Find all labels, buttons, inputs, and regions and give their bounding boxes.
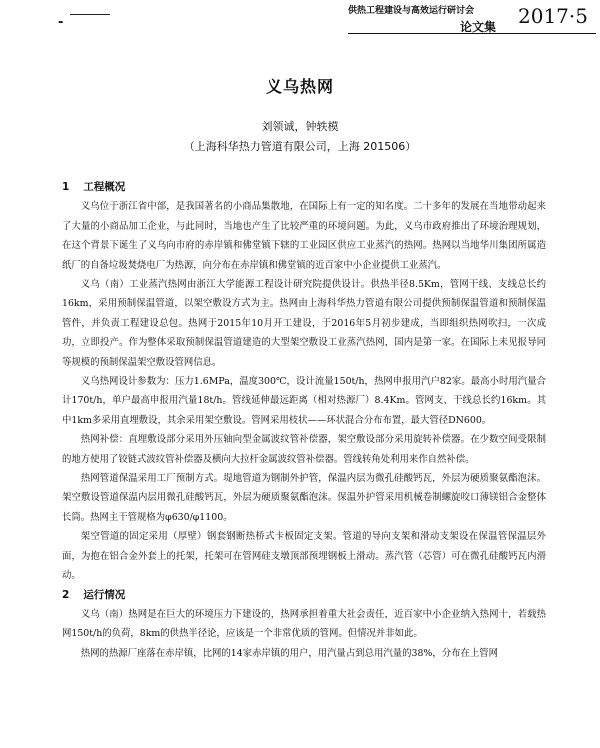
paragraph: 热网管道保温采用工厂预制方式。堤地管道为钢制外护管，保温内层为微孔硅酸钙瓦，外层为硬质聚氨酯泡沫。架空敷设管道保温内层用微孔硅酸钙瓦，外层为硬质聚氨酯泡沫。保温外护管采用机械卷制螺旋咬口薄镁铝合金整体长筒。热网主干管规格为φ630/φ1100。 (62, 473, 546, 523)
section-title: 运行情况 (83, 588, 126, 601)
section-title: 工程概况 (83, 181, 126, 193)
header-rule (348, 33, 596, 34)
paper-title: 义乌热网 (265, 77, 334, 96)
paper-authors: 刘领诚，钟轶模 (261, 120, 339, 133)
section-overview (62, 178, 546, 586)
section-heading (62, 586, 546, 605)
header-left-rule (70, 14, 110, 15)
section-number: 1 (62, 181, 70, 193)
section-label: 论文集 (460, 20, 497, 34)
section-heading (62, 178, 546, 197)
paragraph: 义乌位于浙江省中部，是我国著名的小商品集散地，在国际上有一定的知名度。二十多年的发展在当地带动起来了大量的小商品加工企业，与此同时，当地也产生了比较严重的环境问题。为此，义乌市政府推出了环境治理规划，在这个背景下诞生了义乌向市府的赤岸镇和佛堂镇下辖的工业园区供应工业蒸汽的热网。热网以当地华川集团所属造纸厂的自备垃圾焚烧电厂为热源，向分布在赤岸镇和佛堂镇的近百家中小企业提供工业蒸汽。 (62, 201, 546, 271)
paragraph: 义乌（南）热网是在巨大的环境压力下建设的，热网承担着重大社会责任，近百家中小企业纳入热网十，若载热网150t/h的负荷，8km的供热半径论，应该是一个非常优质的管网。但情况并非如此。 (62, 608, 546, 640)
running-header (48, 0, 600, 34)
section-number: 2 (62, 588, 70, 601)
section-operation (62, 586, 546, 664)
paragraph: 义乌（南）工业蒸汽热网由浙江大学能源工程设计研究院提供设计。供热半径8.5Km，管网干线、支线总长约16km，采用预制保温管道，以架空敷设方式为主。热网由上海科华热力管道有限公司提供预制保温管道和预制保温管件，并负责工程建设总包。热网于2015年10月开工建设，于2016年5月初步建成，当即组织热网吹扫，一次成功，立即投产。作为整体采取预制保温管道建造的大型架空敷设工业蒸汽热网，国内是第一家。在国际上未见报导同等规模的预制保温架空敷设管网信息。 (62, 279, 546, 368)
conference-name: 供热工程建设与高效运行研讨会 (348, 6, 475, 16)
paragraph: 热网补偿：直埋敷设部分采用外压轴向型金属波纹管补偿器，架空敷设部分采用旋转补偿器。在少数空间受限制的地方使用了铰链式波纹管补偿器及横向大拉杆金属波纹管补偿器。管线转角处利用来作自然补偿。 (62, 434, 546, 465)
header-dash: - (58, 15, 64, 30)
paragraph: 热网的热源厂座落在赤岸镇，比网的14家赤岸镇的用户，用汽量占到总用汽量的38%，分布在上管网 (80, 647, 498, 659)
paper-affiliation: （上海科华热力管道有限公司，上海 201506） (183, 140, 417, 153)
paragraph: 义乌热网设计参数为：压力1.6MPa，温度300℃，设计流量150t/h，热网申报用汽户82家。最高小时用汽量合计170t/h，单户最高申报用汽量18t/h。管线延伸最远距离（相对热源厂）8.4Km。管网支、干线总长约16km。其中1km多采用直埋敷设，其余采用架空敷设。管网采用枝状——环状混合分布布置，最大管径DN600。 (62, 376, 546, 426)
paragraph: 架空管道的固定采用（厚壁）钢套钢断热桥式卡板固定支架。管道的导向支架和滑动支架设在保温管保温层外面，为抱在铝合金外套上的托架，托架可在管网硅支墩顶部预埋钢板上滑动。蒸汽管（芯管）可在微孔硅酸钙瓦内滑动。 (62, 531, 546, 582)
paper-body (62, 178, 546, 663)
issue-year: 2017·5 (518, 4, 588, 28)
